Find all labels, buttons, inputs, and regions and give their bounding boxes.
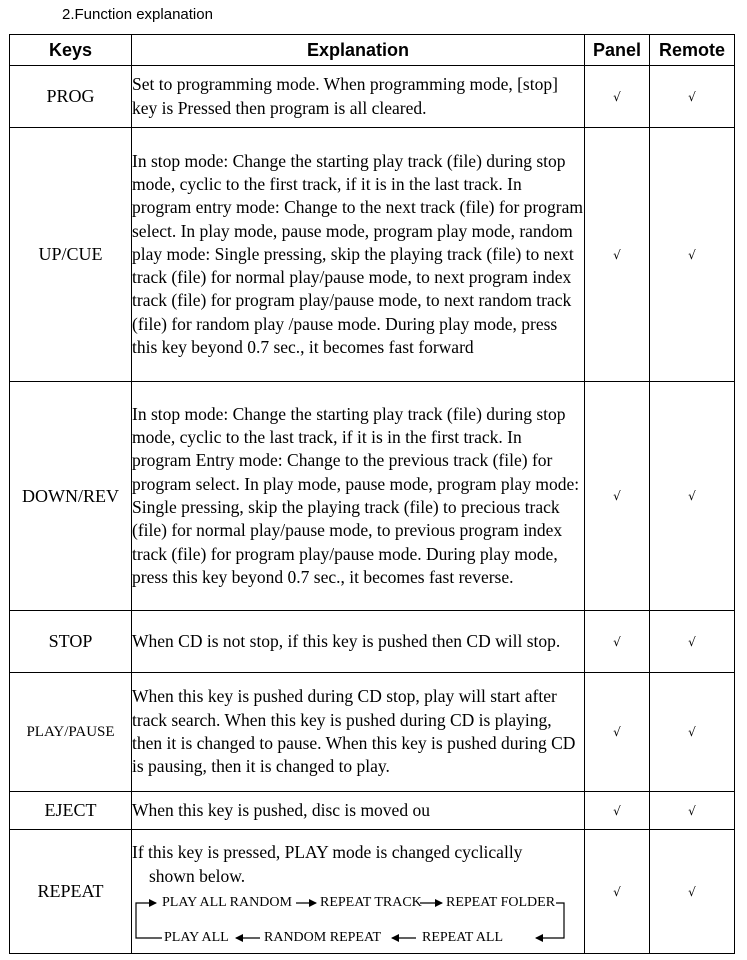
mode-label: REPEAT ALL bbox=[422, 929, 504, 945]
header-panel: Panel bbox=[585, 35, 650, 66]
mode-label: RANDOM REPEAT bbox=[264, 929, 382, 945]
remote-check: √ bbox=[650, 611, 735, 673]
remote-check: √ bbox=[650, 66, 735, 128]
panel-check: √ bbox=[585, 673, 650, 792]
mode-label: REPEAT TRACK bbox=[320, 894, 422, 910]
panel-check: √ bbox=[585, 382, 650, 611]
mode-label: PLAY ALL bbox=[164, 929, 229, 945]
key-cell: PROG bbox=[10, 66, 132, 128]
explanation-cell bbox=[132, 792, 585, 830]
explanation-text: When this key is pushed during CD stop, play will start after track search. When this key is pushed during CD is playing, then it is changed to pause. When this key is pushed during CD is pausing, then it is changed to play. bbox=[132, 686, 576, 777]
explanation-text: Set to programming mode. When programming mode, [stop] key is Pressed then program is all cleared. bbox=[132, 74, 558, 118]
panel-check: √ bbox=[585, 66, 650, 128]
explanation-text: shown below. bbox=[149, 865, 246, 886]
arrow-return bbox=[136, 930, 162, 938]
repeat-mode-diagram bbox=[132, 890, 572, 945]
mode-label: PLAY ALL RANDOM bbox=[162, 894, 292, 910]
explanation-text: In stop mode: Change the starting play track (file) during stop mode, cyclic to the last track, if it is in the first track. In program Entry mode: Change to the previous track (file) for program select. In play mode, pause mode, program play mode: Single pressing, skip the playing track (file) to precious track (file) for normal play/pause mode, to previous program index track (file) for program play/pause mode. During play mode, press this key beyond 0.7 sec., it becomes fast reverse. bbox=[132, 403, 580, 587]
explanation-text: In stop mode: Change the starting play track (file) during stop mode, cyclic to the first track, if it is in the last track. In program entry mode: Change to the next track (file) for program select. In play mode, pause mode, program play mode, random play mode: Single pressing, skip the playing track (file) to next track (file) for normal play/pause mode, to next program index track (file) for program play/pause mode, to next random track (file) for random play /pause mode. During play mode, press this key beyond 0.7 sec., it becomes fast forward bbox=[132, 150, 583, 358]
explanation-text: When CD is not stop, if this key is pushed then CD will stop. bbox=[132, 630, 561, 651]
explanation-text: When this key is pushed, disc is moved ou bbox=[132, 799, 430, 820]
table-row bbox=[10, 673, 735, 792]
remote-check: √ bbox=[650, 792, 735, 830]
table-row bbox=[10, 382, 735, 611]
header-row bbox=[10, 35, 735, 66]
explanation-text: If this key is pressed, PLAY mode is changed cyclically bbox=[132, 842, 523, 863]
key-cell: UP/CUE bbox=[10, 128, 132, 382]
table-row bbox=[10, 66, 735, 128]
panel-check: √ bbox=[585, 792, 650, 830]
key-cell: EJECT bbox=[10, 792, 132, 830]
table-row bbox=[10, 792, 735, 830]
key-cell: STOP bbox=[10, 611, 132, 673]
panel-check: √ bbox=[585, 830, 650, 954]
mode-label: REPEAT FOLDER bbox=[446, 894, 556, 910]
table-row bbox=[10, 128, 735, 382]
table-row-repeat bbox=[10, 830, 735, 954]
table-row bbox=[10, 611, 735, 673]
key-cell: REPEAT bbox=[10, 830, 132, 954]
explanation-cell bbox=[132, 830, 585, 954]
header-keys: Keys bbox=[10, 35, 132, 66]
header-remote: Remote bbox=[650, 35, 735, 66]
function-table bbox=[9, 34, 735, 954]
panel-check: √ bbox=[585, 611, 650, 673]
header-explanation: Explanation bbox=[132, 35, 585, 66]
remote-check: √ bbox=[650, 673, 735, 792]
panel-check: √ bbox=[585, 128, 650, 382]
remote-check: √ bbox=[650, 830, 735, 954]
explanation-cell bbox=[132, 611, 585, 673]
remote-check: √ bbox=[650, 128, 735, 382]
key-cell: DOWN/REV bbox=[10, 382, 132, 611]
explanation-cell bbox=[132, 66, 585, 128]
explanation-cell bbox=[132, 382, 585, 611]
section-title: 2.Function explanation bbox=[62, 6, 213, 23]
remote-check: √ bbox=[650, 382, 735, 611]
explanation-cell bbox=[132, 128, 585, 382]
explanation-cell bbox=[132, 673, 585, 792]
key-cell: PLAY/PAUSE bbox=[10, 673, 132, 792]
arrow-loop-left bbox=[136, 903, 156, 930]
